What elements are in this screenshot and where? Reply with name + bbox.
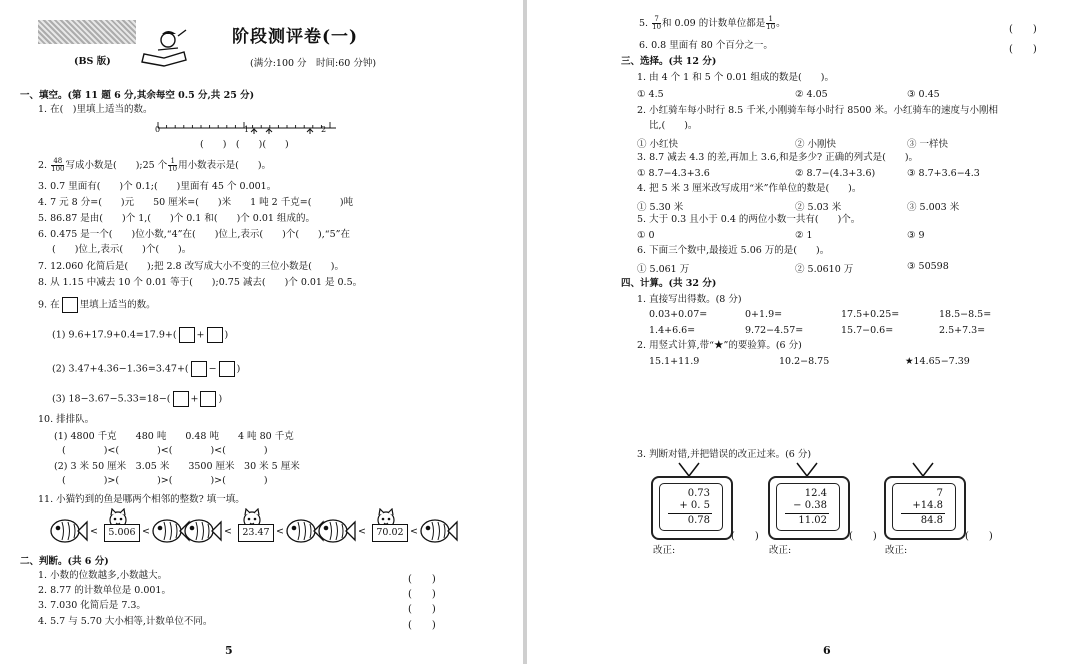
tv3-answer[interactable]: ( ) xyxy=(965,531,993,542)
q9-2 xyxy=(52,361,240,377)
fish-icon xyxy=(48,514,88,548)
right-page xyxy=(527,0,1080,664)
choice-3-opt[interactable]: ③ 8.7+3.6−4.3 xyxy=(907,168,980,179)
q2-frac2-num: 1 xyxy=(168,158,177,166)
q9-prefix: 9. 在 xyxy=(38,299,60,311)
q1-text: 1. 在( )里填上适当的数。 xyxy=(38,104,153,115)
less-than-sign: < xyxy=(90,526,98,537)
q9-1-close: ) xyxy=(224,329,229,341)
tv-screen-3 xyxy=(892,483,956,531)
answer-box[interactable] xyxy=(207,327,223,343)
tv1-rule xyxy=(668,513,712,514)
numline-label-0: 0 xyxy=(155,125,161,134)
q9-2-op: − xyxy=(208,363,217,375)
judge-4-answer[interactable]: ( ) xyxy=(408,620,436,631)
section-choice-heading: 三、选择。(共 12 分) xyxy=(621,56,717,67)
q9-3-close: ) xyxy=(218,393,223,405)
tv-frame-3 xyxy=(884,476,966,540)
calc-1-item: 18.5−8.5= xyxy=(939,309,992,320)
answer-box[interactable] xyxy=(191,361,207,377)
choice-6-opt[interactable]: ③ 50598 xyxy=(907,261,949,272)
calc-1-item: 1.4+6.6= xyxy=(649,325,696,336)
tv-frame-2 xyxy=(768,476,850,540)
tv-screen-1 xyxy=(659,483,723,531)
judge-5-frac2-den: 10 xyxy=(766,23,776,31)
calc-2-item: ★14.65−7.39 xyxy=(905,356,970,367)
tv2-answer[interactable]: ( ) xyxy=(849,531,877,542)
tv2-mid: − 0.38 xyxy=(793,500,827,511)
choice-2-opt[interactable]: ② 小刚快 xyxy=(795,139,837,150)
calc-2-item: 10.2−8.75 xyxy=(779,356,830,367)
q9-3-op: + xyxy=(190,393,199,405)
choice-3-opt[interactable]: ② 8.7−(4.3+3.6) xyxy=(795,168,876,179)
page-number-right: 6 xyxy=(823,644,831,657)
judge-3: 3. 7.030 化简后是 7.3。 xyxy=(38,600,146,611)
choice-6-opt[interactable]: ① 5.061 万 xyxy=(637,264,690,275)
judge-2: 2. 8.77 的计数单位是 0.001。 xyxy=(38,585,171,596)
less-than-sign: < xyxy=(224,526,232,537)
edition-stamp-pattern xyxy=(38,20,136,44)
fish-icon xyxy=(182,514,222,548)
judge-5 xyxy=(639,16,786,31)
q2-frac-den: 100 xyxy=(51,165,65,173)
fish-value-box: 70.02 xyxy=(372,524,408,542)
less-than-sign: < xyxy=(276,526,284,537)
choice-4-opt[interactable]: ③ 5.003 米 xyxy=(907,202,960,213)
judge-1: 1. 小数的位数越多,小数越大。 xyxy=(38,570,168,581)
judge-5-frac-den: 10 xyxy=(652,23,662,31)
judge-5-fraction-2 xyxy=(766,16,775,31)
judge-5-frac2-num: 1 xyxy=(766,16,775,24)
numline-answer-parens: ( ) ( )( ) xyxy=(200,139,289,150)
less-than-sign: < xyxy=(410,526,418,537)
judge-5-answer[interactable]: ( ) xyxy=(1009,24,1037,35)
fish-row xyxy=(48,508,448,554)
choice-1-opt[interactable]: ② 4.05 xyxy=(795,89,828,100)
judge-5-mid: 和 0.09 的计数单位都是 xyxy=(662,18,766,29)
choice-3-opt[interactable]: ① 8.7−4.3+3.6 xyxy=(637,168,710,179)
q9-box-icon xyxy=(62,297,78,313)
choice-2-b: 比,( )。 xyxy=(649,120,698,131)
student-reading-icon xyxy=(138,28,190,72)
calc-1-item: 15.7−0.6= xyxy=(841,325,894,336)
calc-1-item: 0.03+0.07= xyxy=(649,309,708,320)
choice-2-a: 2. 小红骑车每小时行 8.5 千米,小刚骑车每小时行 8500 米。小红骑车的速度与小刚相 xyxy=(637,105,998,116)
exam-title: 阶段测评卷(一) xyxy=(232,27,359,47)
calc-1-item: 9.72−4.57= xyxy=(745,325,804,336)
choice-1: 1. 由 4 个 1 和 5 个 0.01 组成的数是( )。 xyxy=(637,72,834,83)
q2-frac2-den: 10 xyxy=(168,165,178,173)
tv3-top: 7 xyxy=(936,488,943,499)
choice-1-opt[interactable]: ① 4.5 xyxy=(637,89,664,100)
left-page xyxy=(0,0,523,664)
calc-1-item: 17.5+0.25= xyxy=(841,309,900,320)
tv3-rule xyxy=(901,513,945,514)
calc-2-item: 15.1+11.9 xyxy=(649,356,700,367)
q5-text: 5. 86.87 是由( )个 1,( )个 0.1 和( )个 0.01 组成的。 xyxy=(38,213,315,224)
tv1-answer[interactable]: ( ) xyxy=(731,531,759,542)
q10-text: 10. 排排队。 xyxy=(38,414,95,425)
choice-4: 4. 把 5 米 3 厘米改写成用“米”作单位的数是( )。 xyxy=(637,183,862,194)
choice-5-opt[interactable]: ① 0 xyxy=(637,230,655,241)
q10-1-items: (1) 4800 千克 480 吨 0.48 吨 4 吨 80 千克 xyxy=(54,431,294,442)
choice-6-opt[interactable]: ② 5.0610 万 xyxy=(795,264,854,275)
less-than-sign: < xyxy=(358,526,366,537)
tv3-result: 84.8 xyxy=(920,515,943,526)
q9-2-close: ) xyxy=(236,363,241,375)
q9-3-expr: (3) 18−3.67−5.33=18−( xyxy=(52,393,171,405)
section-calc-heading: 四、计算。(共 32 分) xyxy=(621,278,717,289)
page-number-left: 5 xyxy=(225,644,233,657)
choice-4-opt[interactable]: ② 5.03 米 xyxy=(795,202,842,213)
section-judge-heading: 二、判断。(共 6 分) xyxy=(20,556,109,567)
tv2-top: 12.4 xyxy=(804,488,827,499)
numline-label-2: 2 xyxy=(321,125,327,134)
calc-3-text: 3. 判断对错,并把错误的改正过来。(6 分) xyxy=(637,449,812,460)
q2-mid: 写成小数是( );25 个 xyxy=(65,160,168,171)
tv2-rule xyxy=(785,513,829,514)
edition-label: (BS 版) xyxy=(74,56,111,67)
fish-value-box: 23.47 xyxy=(238,524,274,542)
q9-1-op: + xyxy=(196,329,205,341)
q7-text: 7. 12.060 化简后是( );把 2.8 改写成大小不变的三位小数是( )。 xyxy=(38,261,345,272)
q9-2-expr: (2) 3.47+4.36−1.36=3.47+( xyxy=(52,363,189,375)
tv3-fix-label: 改正: xyxy=(885,545,908,556)
q2-suffix: 用小数表示是( )。 xyxy=(178,160,272,171)
judge-5-suffix: 。 xyxy=(776,18,786,29)
judge-2-answer[interactable]: ( ) xyxy=(408,589,436,600)
less-than-sign: < xyxy=(142,526,150,537)
calc-1-item: 2.5+7.3= xyxy=(939,325,986,336)
q4-text: 4. 7 元 8 分=( )元 50 厘米=( )米 1 吨 2 千克=( )吨 xyxy=(38,197,354,208)
judge-5-frac-num: 7 xyxy=(652,16,661,24)
tv1-mid: + 0. 5 xyxy=(679,500,710,511)
q6-text-a: 6. 0.475 是一个( )位小数,“4”在( )位上,表示( )个( ),“5”在 xyxy=(38,229,351,240)
answer-box[interactable] xyxy=(200,391,216,407)
numline-label-1: 1 xyxy=(244,125,250,134)
q2-fraction xyxy=(51,158,64,173)
q3-text: 3. 0.7 里面有( )个 0.1;( )里面有 45 个 0.001。 xyxy=(38,181,277,192)
choice-3: 3. 8.7 减去 4.3 的差,再加上 3.6,和是多少? 正确的列式是( )。 xyxy=(637,152,919,163)
choice-5: 5. 大于 0.3 且小于 0.4 的两位小数一共有( )个。 xyxy=(637,214,861,225)
q9-text xyxy=(38,297,156,313)
judge-4: 4. 5.7 与 5.70 大小相等,计数单位不同。 xyxy=(38,616,213,627)
choice-2-opt[interactable]: ① 小红快 xyxy=(637,139,679,150)
calc-1-text: 1. 直接写出得数。(8 分) xyxy=(637,294,742,305)
choice-4-opt[interactable]: ① 5.30 米 xyxy=(637,202,684,213)
answer-box[interactable] xyxy=(173,391,189,407)
choice-5-opt[interactable]: ③ 9 xyxy=(907,230,925,241)
q6-text-b: ( )位上,表示( )个( )。 xyxy=(52,244,192,255)
q9-suffix: 里填上适当的数。 xyxy=(79,299,156,311)
choice-2-opt[interactable]: ③ 一样快 xyxy=(907,139,949,150)
choice-1-opt[interactable]: ③ 0.45 xyxy=(907,89,940,100)
calc-2-text: 2. 用竖式计算,带“★”的要验算。(6 分) xyxy=(637,340,802,351)
answer-box[interactable] xyxy=(219,361,235,377)
tv1-result: 0.78 xyxy=(687,515,710,526)
judge-6: 6. 0.8 里面有 80 个百分之一。 xyxy=(639,40,773,51)
fish-value-box: 5.006 xyxy=(104,524,140,542)
q10-2-answer: ( )>( )>( )>( ) xyxy=(62,475,268,486)
answer-box[interactable] xyxy=(179,327,195,343)
tv2-fix-label: 改正: xyxy=(769,545,792,556)
q9-1-expr: (1) 9.6+17.9+0.4=17.9+( xyxy=(52,329,177,341)
calc-1-item: 0+1.9= xyxy=(745,309,783,320)
fish-icon xyxy=(418,514,458,548)
judge-1-answer[interactable]: ( ) xyxy=(408,574,436,585)
choice-5-opt[interactable]: ② 1 xyxy=(795,230,813,241)
tv1-top: 0.73 xyxy=(687,488,710,499)
q2-prefix: 2. xyxy=(38,160,48,171)
judge-5-prefix: 5. xyxy=(639,18,649,29)
section-fill-heading: 一、填空。(第 11 题 6 分,其余每空 0.5 分,共 25 分) xyxy=(20,90,255,101)
q2-text xyxy=(38,158,271,173)
choice-6: 6. 下面三个数中,最接近 5.06 万的是( )。 xyxy=(637,245,830,256)
tv1-fix-label: 改正: xyxy=(653,545,676,556)
tv2-result: 11.02 xyxy=(798,515,827,526)
q11-text: 11. 小猫钓到的鱼是哪两个相邻的整数? 填一填。 xyxy=(38,494,245,505)
q10-1-answer: ( )<( )<( )<( ) xyxy=(62,445,268,456)
q8-text: 8. 从 1.15 中减去 10 个 0.01 等于( );0.75 减去( )个 0.01 是 0.5。 xyxy=(38,277,363,288)
judge-5-fraction xyxy=(652,16,661,31)
tv-screen-2 xyxy=(776,483,840,531)
tv-frame-1 xyxy=(651,476,733,540)
q9-1 xyxy=(52,327,228,343)
fish-icon xyxy=(316,514,356,548)
tv3-mid: +14.8 xyxy=(912,500,943,511)
judge-3-answer[interactable]: ( ) xyxy=(408,604,436,615)
q10-2-items: (2) 3 米 50 厘米 3.05 米 3500 厘米 30 米 5 厘米 xyxy=(54,461,300,472)
judge-6-answer[interactable]: ( ) xyxy=(1009,44,1037,55)
q2-fraction-2 xyxy=(168,158,177,173)
q2-frac-num: 48 xyxy=(51,158,64,166)
q9-3 xyxy=(52,391,222,407)
exam-meta: (满分:100 分 时间:60 分钟) xyxy=(250,58,377,69)
